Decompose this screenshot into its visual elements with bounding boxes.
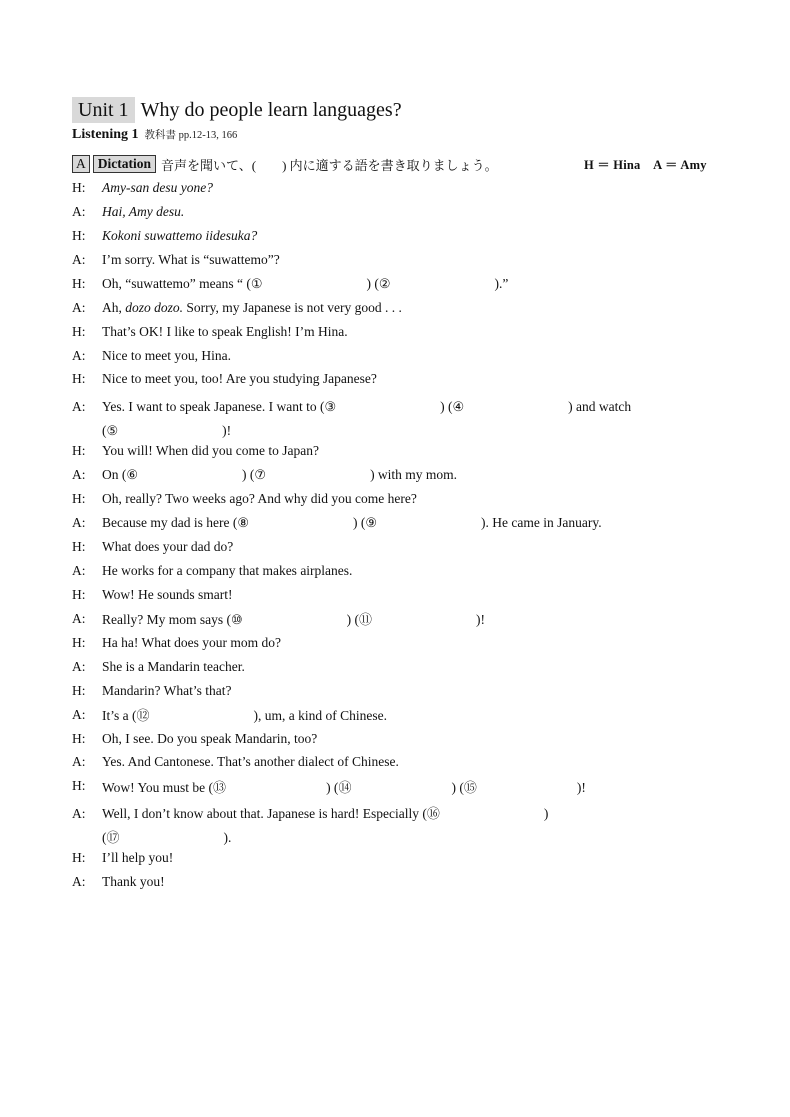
speaker: A: — [72, 754, 86, 770]
dialogue-line — [72, 583, 722, 607]
worksheet-page — [72, 96, 722, 894]
blank-number: ⑪ — [359, 612, 373, 628]
dialogue-line — [72, 248, 722, 272]
speaker: A: — [72, 874, 86, 890]
dialogue-line — [72, 320, 722, 344]
dialogue-line — [72, 296, 722, 320]
blank-number: ⑮ — [463, 779, 477, 795]
line-text: Yes. And Cantonese. That’s another dialect of Chinese. — [102, 754, 399, 770]
speaker: A: — [72, 515, 86, 531]
blank-number: ③ — [324, 399, 337, 415]
speaker: H: — [72, 371, 86, 387]
dialogue-line — [72, 559, 722, 583]
blank-number: ⑫ — [136, 708, 150, 724]
dialogue-line — [72, 200, 722, 224]
speaker: A: — [72, 658, 86, 674]
speaker: H: — [72, 778, 86, 794]
line-text: It’s a ( — [102, 708, 137, 724]
unit-label: Unit 1 — [72, 97, 135, 123]
speaker: A: — [72, 251, 86, 267]
dialogue-line — [72, 679, 722, 703]
dialogue-line — [72, 727, 722, 751]
line-text: ). He came in January. — [481, 515, 602, 531]
line-text: Oh, really? Two weeks ago? And why did you come here? — [102, 491, 417, 507]
line-text: )! — [476, 612, 486, 628]
line-text: Oh, I see. Do you speak Mandarin, too? — [102, 730, 318, 746]
dialogue — [72, 176, 722, 894]
speaker: H: — [72, 443, 86, 459]
line-text: Ah, — [102, 299, 126, 315]
line-text: ).” — [494, 275, 509, 291]
section-a-box: A — [72, 155, 90, 173]
blank-number: ② — [378, 275, 391, 291]
dictation-box: Dictation — [93, 155, 156, 173]
unit-header — [72, 96, 722, 124]
line-text: Nice to meet you, Hina. — [102, 347, 231, 363]
blank-number: ⑭ — [338, 779, 352, 795]
instruction-row — [72, 153, 722, 175]
blank-number: ⑥ — [126, 467, 139, 483]
line-text: ) ( — [326, 779, 339, 795]
blank-number: ⑬ — [213, 779, 227, 795]
dialogue-line — [72, 439, 722, 463]
dialogue-line — [72, 368, 722, 392]
line-text: Oh, “suwattemo” means “ ( — [102, 275, 251, 291]
dialogue-line — [72, 535, 722, 559]
blank-number: ④ — [452, 399, 465, 415]
line-text: She is a Mandarin teacher. — [102, 658, 245, 674]
speaker: H: — [72, 323, 86, 339]
listening-label: Listening 1 — [72, 127, 139, 142]
line-text: That’s OK! I like to speak English! I’m Hina. — [102, 323, 348, 339]
listening-header — [72, 127, 722, 147]
speaker: H: — [72, 586, 86, 602]
dialogue-line — [72, 631, 722, 655]
speaker: A: — [72, 467, 86, 483]
line-text: Amy-san desu yone? — [102, 179, 213, 195]
dialogue-line — [72, 846, 722, 870]
dialogue-line — [72, 774, 722, 798]
speaker: A: — [72, 203, 86, 219]
line-text: ), um, a kind of Chinese. — [253, 708, 387, 724]
line-text: ) ( — [440, 399, 453, 415]
line-text: ) — [543, 806, 549, 822]
line-text: ) ( — [366, 275, 379, 291]
dialogue-line — [72, 487, 722, 511]
blank-number: ⑯ — [426, 806, 440, 822]
speaker: H: — [72, 682, 86, 698]
blank-number: ⑰ — [106, 830, 120, 846]
line-text: I’m sorry. What is “suwattemo”? — [102, 251, 280, 267]
blank-number: ⑧ — [237, 515, 249, 531]
line-text: ) ( — [352, 515, 366, 531]
line-text: Wow! He sounds smart! — [102, 586, 233, 602]
speaker: A: — [72, 562, 86, 578]
line-text: Ha ha! What does your mom do? — [102, 634, 281, 650]
line-text: ) ( — [242, 467, 255, 483]
dialogue-line — [72, 176, 722, 200]
speaker: A: — [72, 399, 86, 415]
instruction-text: 音声を聞いて、( ) 内に適する語を書き取りましょう。 — [161, 157, 498, 173]
line-text: ). — [223, 830, 232, 846]
dialogue-line — [72, 655, 722, 679]
line-text: Wow! You must be ( — [102, 779, 214, 795]
unit-title: Why do people learn languages? — [140, 99, 402, 121]
speaker: H: — [72, 539, 86, 555]
speaker: A: — [72, 610, 86, 626]
line-text: Thank you! — [102, 874, 165, 890]
line-text: )! — [576, 779, 586, 795]
textbook-reference: 教科書 pp.12-13, 166 — [144, 130, 238, 141]
line-text: Kokoni suwattemo iidesuka? — [102, 227, 258, 243]
dialogue-line — [72, 798, 722, 846]
dialogue-line — [72, 751, 722, 775]
speaker: A: — [72, 299, 86, 315]
speaker: A: — [72, 806, 86, 822]
line-text: ) ( — [451, 779, 464, 795]
line-text: Hai, Amy desu. — [102, 203, 185, 219]
dialogue-line — [72, 870, 722, 894]
blank-number: ⑤ — [106, 423, 119, 439]
line-text: You will! When did you come to Japan? — [102, 443, 319, 459]
line-text: What does your dad do? — [102, 539, 234, 555]
speaker: H: — [72, 491, 86, 507]
dialogue-line — [72, 391, 722, 439]
line-text: ) with my mom. — [370, 467, 458, 483]
line-text: Because my dad is here ( — [102, 515, 238, 531]
speaker: H: — [72, 634, 86, 650]
dialogue-line — [72, 224, 722, 248]
line-text: On ( — [102, 467, 127, 483]
dialogue-line — [72, 607, 722, 631]
line-text-italic: dozo dozo. — [125, 299, 184, 315]
line-text: Nice to meet you, too! Are you studying Japanese? — [102, 371, 377, 387]
line-text: ( — [102, 830, 107, 846]
blank-number: ⑩ — [230, 612, 243, 628]
line-text: ) ( — [346, 612, 360, 628]
line-text: Really? My mom says ( — [102, 612, 231, 628]
dialogue-line — [72, 463, 722, 487]
line-text: I’ll help you! — [102, 850, 174, 866]
speaker: H: — [72, 850, 86, 866]
line-text: )! — [222, 423, 232, 439]
dialogue-line — [72, 511, 722, 535]
dialogue-line — [72, 344, 722, 368]
speaker: A: — [72, 347, 86, 363]
speaker: H: — [72, 227, 86, 243]
blank-number: ① — [250, 275, 263, 291]
blank-number: ⑦ — [254, 467, 267, 483]
blank-number: ⑨ — [365, 515, 378, 531]
speaker: H: — [72, 179, 86, 195]
speaker-legend: H ＝ Hina A ＝ Amy — [584, 158, 707, 172]
speaker: H: — [72, 730, 86, 746]
speaker: A: — [72, 706, 86, 722]
line-text: Yes. I want to speak Japanese. I want to ( — [102, 399, 325, 415]
line-text: ( — [102, 423, 107, 439]
dialogue-line — [72, 272, 722, 296]
line-text: Mandarin? What’s that? — [102, 682, 232, 698]
dialogue-line — [72, 703, 722, 727]
speaker: H: — [72, 275, 86, 291]
line-text: He works for a company that makes airplanes. — [102, 562, 353, 578]
line-text: ) and watch — [568, 399, 632, 415]
line-text: Sorry, my Japanese is not very good . . . — [183, 299, 402, 315]
line-text: Well, I don’t know about that. Japanese is hard! Especially ( — [102, 806, 427, 822]
